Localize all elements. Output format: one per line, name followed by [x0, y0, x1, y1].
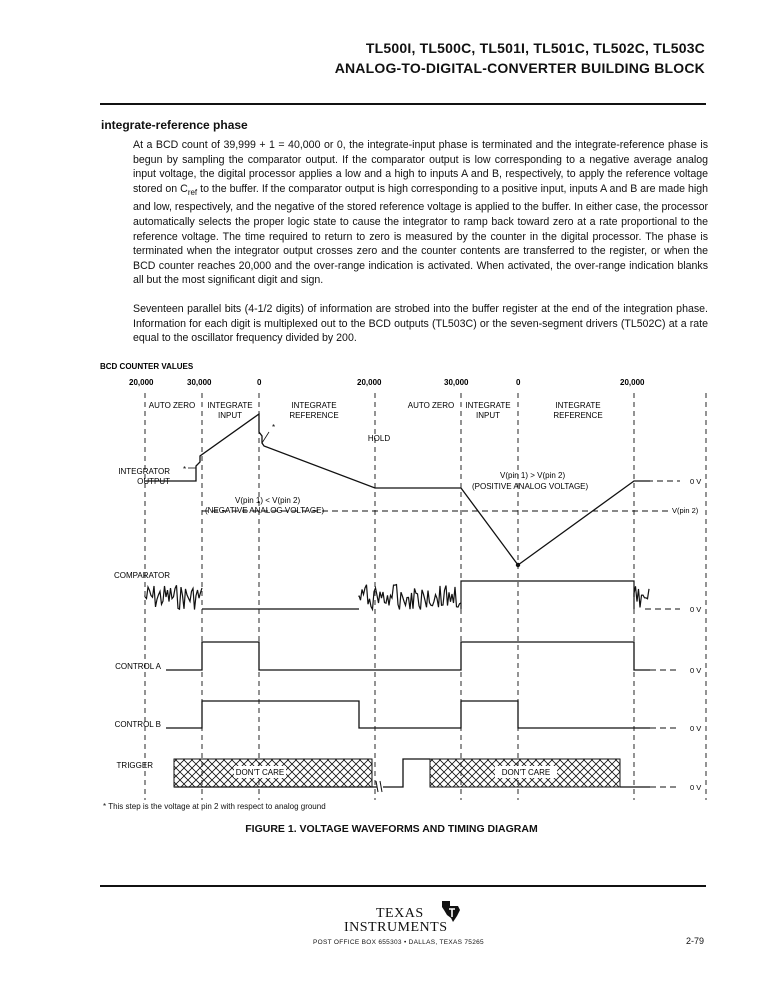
footer-address: POST OFFICE BOX 655303 • DALLAS, TEXAS 75265 — [313, 939, 484, 946]
ti-state-icon — [438, 898, 464, 924]
figure-caption: FIGURE 1. VOLTAGE WAVEFORMS AND TIMING DIAGRAM — [245, 823, 538, 835]
comparator-zero-label: 0 V — [690, 605, 702, 614]
timing-diagram — [0, 355, 783, 805]
signal-label-control-a: CONTROL A — [115, 662, 161, 671]
count-label: 30,000 — [187, 378, 212, 387]
zero-volt-label: 0 V — [690, 477, 702, 486]
phase-hold: HOLD — [367, 434, 391, 443]
phase-integrate-input: INPUT — [218, 411, 242, 420]
paragraph-parallel-bits: Seventeen parallel bits (4-1/2 digits) of information are strobed into the buffer register at the end of the integration phase. Information for each digit is multiplexed out to the BCD outputs (TL503C) or the seven-segment drivers (TL502C) at a rate equal to the oscillator frequency divided by 200. — [133, 303, 708, 345]
asterisk-note: * — [272, 423, 276, 432]
header-rule — [100, 103, 706, 105]
phase-integrate-input: INTEGRATE — [207, 401, 253, 410]
count-label: 0 — [516, 378, 521, 387]
cref-subscript: ref — [187, 187, 198, 197]
phase-integrate-reference: REFERENCE — [553, 411, 603, 420]
logo-text-instruments: INSTRUMENTS — [344, 920, 448, 935]
texas-instruments-logo — [340, 898, 470, 938]
dont-care-label: DON'T CARE — [235, 768, 285, 777]
document-header-title: ANALOG-TO-DIGITAL-CONVERTER BUILDING BLOCK — [334, 60, 705, 76]
count-label: 20,000 — [357, 378, 382, 387]
phase-integrate-reference: REFERENCE — [289, 411, 339, 420]
count-label: 30,000 — [444, 378, 469, 387]
phase-integrate-reference: INTEGRATE — [555, 401, 601, 410]
signal-label-integrator: OUTPUT — [137, 477, 170, 486]
time-break-marks — [376, 781, 382, 792]
positive-analog-label: (POSITIVE ANALOG VOLTAGE) — [472, 482, 589, 491]
count-label: 0 — [257, 378, 262, 387]
count-label: 20,000 — [129, 378, 154, 387]
control-b-zero-label: 0 V — [690, 724, 702, 733]
phase-auto-zero: AUTO ZERO — [148, 401, 196, 410]
document-header-part-numbers: TL500I, TL500C, TL501I, TL501C, TL502C, TL503C — [365, 40, 705, 56]
footer-rule — [100, 885, 706, 887]
page-number: 2-79 — [686, 936, 705, 946]
integrator-peak-point — [516, 563, 520, 567]
trigger-zero-label: 0 V — [690, 783, 702, 792]
paragraph-text-a: At a BCD count of 39,999 + 1 = 40,000 or 0, the integrate-input phase is terminated and the integrate-reference phase is begun by sampling the comparator output. If the comparator output is low corresponding to a negative average analog input voltage, the digital processor applies a low and a high to inputs A and B, respectively, to apply the reference voltage stored on C — [133, 139, 708, 195]
phase-boundary-lines — [145, 393, 706, 800]
control-a-waveform — [166, 642, 650, 670]
vpin2-label: V(pin 2) — [672, 506, 699, 515]
signal-label-control-b: CONTROL B — [114, 720, 161, 729]
negative-analog-label: (NEGATIVE ANALOG VOLTAGE) — [205, 506, 325, 515]
paragraph-integrate-reference — [133, 138, 708, 288]
phase-auto-zero: AUTO ZERO — [407, 401, 455, 410]
signal-label-integrator: INTEGRATOR — [118, 467, 170, 476]
negative-condition: V(pin 1) < V(pin 2) — [235, 496, 301, 505]
bcd-counter-title: BCD COUNTER VALUES — [100, 362, 194, 371]
control-b-waveform — [166, 701, 650, 728]
positive-condition: V(pin 1) > V(pin 2) — [500, 471, 566, 480]
figure-footnote: * This step is the voltage at pin 2 with respect to analog ground — [103, 802, 326, 811]
paragraph-text-b: to the buffer. If the comparator output is high corresponding to a positive input, inputs A and B are made high and low, respectively, and the negative of the stored reference voltage is applied to the buffer. In either case, the processor automatically selects the proper logic state to cause the integrator to ramp back toward zero at a rate proportional to the reference voltage. The time required to return to zero is measured by the counter in the digital processor. The phase is terminated when the integrator output crosses zero and the counter contents are transferred to the register, or when the BCD counter reaches 20,000 and the over-range indication is activated. When activated, the over-range indication blanks all but the most significant digit and sign. — [133, 182, 708, 287]
comparator-waveform — [145, 581, 649, 610]
phase-integrate-input: INPUT — [476, 411, 500, 420]
asterisk-note: * — [183, 465, 187, 474]
count-label: 20,000 — [620, 378, 645, 387]
signal-label-comparator: COMPARATOR — [113, 571, 170, 580]
logo-text-texas: TEXAS — [376, 906, 424, 921]
control-a-zero-label: 0 V — [690, 666, 702, 675]
section-title: integrate-reference phase — [101, 118, 248, 132]
phase-integrate-input: INTEGRATE — [465, 401, 511, 410]
signal-label-trigger: TRIGGER — [116, 761, 153, 770]
phase-integrate-reference: INTEGRATE — [291, 401, 337, 410]
dont-care-label: DON'T CARE — [501, 768, 551, 777]
